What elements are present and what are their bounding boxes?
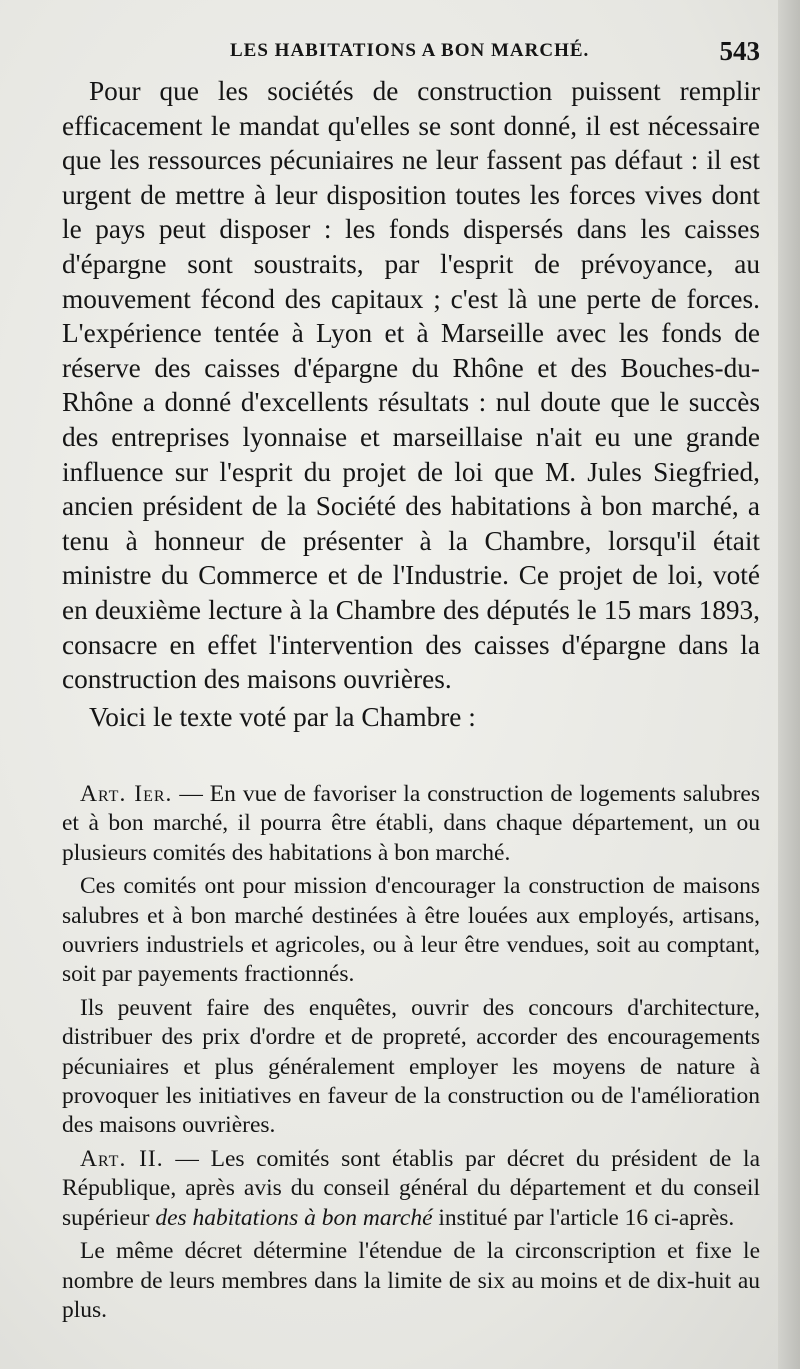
main-text	[62, 74, 760, 734]
article-1	[62, 780, 760, 868]
article-paragraph: Le même décret détermine l'étendue de la circonscription et fixe le nombre de leurs membres dans la limite de six au moins et de dix-huit au plus.	[62, 1238, 760, 1323]
article-2	[62, 1145, 760, 1233]
page-edge	[778, 0, 800, 1369]
paragraph: Pour que les sociétés de construction puissent remplir efficacement le mandat qu'elles se sont donné, il est nécessaire que les ressources pécuniaires ne leur fassent pas défaut : il est urgent de mettre à leur disposition toutes les forces vives dont le pays peut disposer : les fonds dispersés dans les caisses d'épargne sont soustraits, par l'esprit de prévoyance, au mouvement fécond des capitaux ; c'est là une perte de forces. L'expérience tentée à Lyon et à Marseille avec les fonds de réserve des caisses d'épargne du Rhône et des Bouches-du-Rhône a donné d'excellents résultats : nul doute que le succès des entreprises lyonnaise et marseillaise n'ait eu une grande influence sur l'esprit du projet de loi que M. Jules Siegfried, ancien président de la Société des habitations à bon marché, a tenu à honneur de présenter à la Chambre, lorsqu'il était ministre du Commerce et de l'Industrie. Ce projet de loi, voté en deuxième lecture à la Chambre des députés le 15 mars 1893, consacre en effet l'intervention des caisses d'épargne dans la construction des maisons ouvrières.	[62, 76, 760, 695]
running-head: LES HABITATIONS A BON MARCHÉ.	[230, 40, 590, 61]
article-text: — Les comités sont établis par décret du président de la République, après avis du conseil général du département et du conseil supérieur	[62, 1145, 760, 1231]
article-text: — En vue de favoriser la construction de logements salubres et à bon marché, il pourra être établi, dans chaque département, un ou plusieurs comités des habitations à bon marché.	[62, 781, 760, 866]
article-paragraph: Ces comités ont pour mission d'encourager la construction de maisons salubres et à bon marché destinées à être louées aux employés, artisans, ouvriers industriels et agricoles, ou à leur être vendues, soit au comptant, soit par payements fractionnés.	[62, 873, 760, 988]
article-text: institué par l'article 16 ci-après.	[432, 1204, 735, 1231]
paragraph: Voici le texte voté par la Chambre :	[89, 701, 476, 732]
article-label: Art. Ier.	[80, 781, 173, 807]
page-header	[62, 36, 760, 66]
page-number: 543	[719, 36, 760, 66]
article-italic-text: des habitations à bon marché	[155, 1204, 433, 1231]
law-articles	[62, 780, 760, 1325]
article-label: Art. II.	[80, 1145, 164, 1172]
article-paragraph: Ils peuvent faire des enquêtes, ouvrir des concours d'architecture, distribuer des prix d'ordre et de propreté, accorder des encouragements pécuniaires et plus généralement employer les moyens de nature à provoquer les initiatives en faveur de la construction ou de l'amélioration des maisons ouvrières.	[62, 994, 760, 1139]
